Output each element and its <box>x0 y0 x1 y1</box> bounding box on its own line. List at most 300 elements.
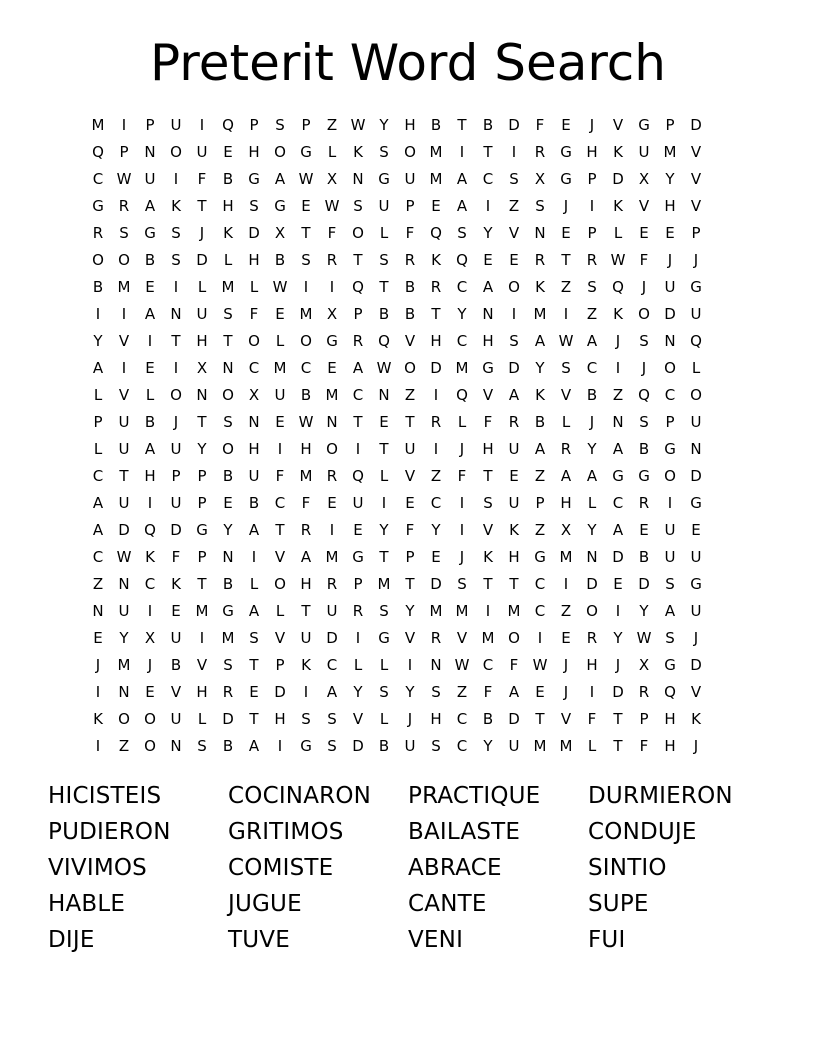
grid-letter: O <box>170 143 182 161</box>
grid-letter: T <box>197 197 207 215</box>
grid-letter: W <box>558 332 574 350</box>
grid-letter: E <box>431 197 441 215</box>
grid-letter: A <box>92 359 104 377</box>
grid-letter: D <box>638 575 650 593</box>
grid-letter: H <box>430 710 442 728</box>
grid-letter: M <box>221 629 235 647</box>
grid-letter: U <box>170 116 182 134</box>
grid-letter: H <box>144 467 156 485</box>
grid-letter: S <box>301 251 311 269</box>
grid-letter: L <box>613 224 623 242</box>
grid-letter: H <box>508 548 520 566</box>
grid-letter: E <box>405 494 415 512</box>
word-list-item: COCINARON <box>228 783 372 809</box>
grid-letter: E <box>275 413 285 431</box>
grid-letter: B <box>378 737 390 755</box>
grid-letter: T <box>613 710 623 728</box>
grid-letter: C <box>144 575 156 593</box>
grid-letter: H <box>222 197 234 215</box>
grid-letter: E <box>509 467 519 485</box>
grid-letter: S <box>327 710 337 728</box>
grid-letter: J <box>667 251 673 269</box>
grid-letter: B <box>274 251 286 269</box>
grid-letter: K <box>171 197 181 215</box>
grid-letter: S <box>275 116 285 134</box>
grid-letter: N <box>248 413 260 431</box>
grid-letter: N <box>534 224 546 242</box>
grid-letter: D <box>274 683 286 701</box>
grid-letter: R <box>534 251 546 269</box>
grid-letter: T <box>379 548 389 566</box>
grid-letter: C <box>456 278 468 296</box>
grid-letter: C <box>534 575 546 593</box>
grid-letter: L <box>275 602 285 620</box>
grid-letter: O <box>352 224 364 242</box>
grid-letter: A <box>144 440 156 458</box>
grid-letter: Q <box>456 386 468 404</box>
grid-letter: H <box>586 143 598 161</box>
grid-letter: E <box>639 224 649 242</box>
grid-letter: I <box>485 602 491 620</box>
grid-letter: T <box>535 710 545 728</box>
grid-letter: H <box>196 683 208 701</box>
grid-letter: K <box>301 656 311 674</box>
grid-letter: U <box>274 386 286 404</box>
grid-letter: X <box>326 305 338 323</box>
grid-letter: G <box>378 629 390 647</box>
grid-letter: Z <box>560 278 572 296</box>
grid-letter: R <box>222 683 234 701</box>
grid-letter: S <box>431 737 441 755</box>
grid-letter: I <box>329 521 335 539</box>
grid-letter: F <box>275 467 285 485</box>
grid-letter: H <box>274 710 286 728</box>
grid-letter: R <box>586 629 598 647</box>
grid-letter: F <box>301 494 311 512</box>
grid-letter: I <box>355 629 361 647</box>
grid-letter: A <box>664 602 676 620</box>
grid-letter: E <box>275 305 285 323</box>
grid-letter: L <box>691 359 701 377</box>
grid-letter: F <box>509 656 519 674</box>
grid-letter: I <box>355 440 361 458</box>
grid-letter: N <box>196 386 208 404</box>
grid-letter: K <box>509 521 519 539</box>
grid-letter: A <box>586 332 598 350</box>
grid-letter: G <box>690 575 702 593</box>
grid-letter: J <box>563 683 569 701</box>
grid-letter: N <box>118 575 130 593</box>
grid-letter: G <box>222 602 234 620</box>
word-list-item: GRITIMOS <box>228 819 344 845</box>
grid-letter: M <box>533 737 547 755</box>
grid-letter: B <box>638 548 650 566</box>
grid-letter: T <box>119 467 129 485</box>
letter-grid <box>85 112 735 760</box>
grid-letter: G <box>378 170 390 188</box>
grid-letter: Z <box>404 386 416 404</box>
grid-letter: O <box>664 359 676 377</box>
grid-letter: B <box>638 440 650 458</box>
grid-letter: H <box>664 710 676 728</box>
grid-letter: Y <box>431 521 441 539</box>
grid-letter: I <box>173 170 179 188</box>
grid-letter: T <box>197 413 207 431</box>
grid-letter: S <box>223 413 233 431</box>
grid-letter: D <box>170 521 182 539</box>
grid-letter: A <box>482 278 494 296</box>
grid-letter: G <box>274 197 286 215</box>
word-list <box>48 778 778 958</box>
word-list-item: COMISTE <box>228 855 334 881</box>
grid-letter: N <box>118 683 130 701</box>
grid-letter: T <box>353 413 363 431</box>
grid-letter: O <box>274 575 286 593</box>
grid-letter: B <box>300 386 312 404</box>
grid-letter: F <box>483 683 493 701</box>
grid-letter: M <box>377 575 391 593</box>
grid-letter: L <box>327 143 337 161</box>
grid-letter: R <box>118 197 130 215</box>
grid-letter: I <box>303 683 309 701</box>
word-list-item: CANTE <box>408 891 487 917</box>
grid-letter: I <box>537 629 543 647</box>
grid-letter: I <box>407 656 413 674</box>
grid-letter: T <box>353 251 363 269</box>
grid-letter: S <box>301 710 311 728</box>
grid-letter: B <box>222 737 234 755</box>
grid-letter: T <box>431 305 441 323</box>
grid-letter: P <box>405 197 415 215</box>
grid-letter: E <box>93 629 103 647</box>
grid-letter: F <box>249 305 259 323</box>
grid-letter: B <box>222 467 234 485</box>
grid-letter: U <box>118 602 130 620</box>
grid-letter: X <box>248 386 260 404</box>
grid-letter: R <box>560 440 572 458</box>
grid-letter: C <box>92 467 104 485</box>
grid-letter: D <box>508 359 520 377</box>
grid-letter: U <box>144 170 156 188</box>
grid-letter: E <box>483 251 493 269</box>
grid-letter: W <box>298 413 314 431</box>
grid-letter: T <box>171 332 181 350</box>
grid-letter: E <box>535 683 545 701</box>
grid-letter: G <box>482 359 494 377</box>
grid-letter: M <box>325 548 339 566</box>
grid-letter: M <box>429 143 443 161</box>
grid-letter: S <box>171 224 181 242</box>
grid-letter: E <box>171 602 181 620</box>
grid-letter: A <box>508 683 520 701</box>
grid-letter: U <box>170 710 182 728</box>
grid-letter: V <box>560 710 572 728</box>
grid-letter: V <box>274 629 286 647</box>
grid-letter: M <box>117 656 131 674</box>
grid-letter: C <box>248 359 260 377</box>
word-list-item: HICISTEIS <box>48 783 162 809</box>
grid-letter: V <box>690 170 702 188</box>
grid-letter: I <box>589 197 595 215</box>
grid-letter: P <box>93 413 103 431</box>
grid-letter: J <box>693 629 699 647</box>
grid-letter: R <box>404 251 416 269</box>
grid-letter: A <box>456 197 468 215</box>
grid-letter: H <box>430 332 442 350</box>
grid-letter: C <box>534 602 546 620</box>
word-list-item: SINTIO <box>588 855 667 881</box>
grid-letter: V <box>560 386 572 404</box>
grid-letter: A <box>352 359 364 377</box>
grid-letter: U <box>404 737 416 755</box>
grid-letter: P <box>639 710 649 728</box>
grid-letter: R <box>352 332 364 350</box>
grid-letter: T <box>379 278 389 296</box>
grid-letter: C <box>664 386 676 404</box>
grid-letter: R <box>638 683 650 701</box>
grid-letter: K <box>431 251 441 269</box>
grid-row <box>85 112 735 139</box>
grid-letter: V <box>274 548 286 566</box>
grid-letter: D <box>612 548 624 566</box>
grid-letter: I <box>199 629 205 647</box>
grid-letter: W <box>454 656 470 674</box>
grid-row <box>85 571 735 598</box>
grid-row <box>85 625 735 652</box>
grid-letter: Z <box>586 305 598 323</box>
grid-letter: U <box>638 143 650 161</box>
grid-letter: L <box>223 251 233 269</box>
grid-letter: A <box>248 521 260 539</box>
grid-letter: Y <box>197 440 207 458</box>
grid-letter: L <box>379 656 389 674</box>
grid-letter: G <box>560 143 572 161</box>
grid-letter: I <box>329 278 335 296</box>
grid-letter: S <box>665 575 675 593</box>
grid-letter: X <box>638 170 650 188</box>
grid-letter: S <box>379 143 389 161</box>
grid-letter: I <box>95 737 101 755</box>
grid-letter: L <box>145 386 155 404</box>
grid-letter: J <box>563 197 569 215</box>
grid-letter: H <box>482 440 494 458</box>
grid-letter: E <box>509 251 519 269</box>
grid-letter: C <box>456 737 468 755</box>
grid-letter: O <box>144 737 156 755</box>
grid-letter: V <box>404 467 416 485</box>
grid-letter: S <box>379 683 389 701</box>
grid-letter: C <box>326 656 338 674</box>
grid-letter: J <box>693 737 699 755</box>
grid-letter: O <box>274 143 286 161</box>
grid-letter: I <box>277 440 283 458</box>
grid-letter: Q <box>144 521 156 539</box>
grid-letter: Y <box>93 332 103 350</box>
grid-letter: R <box>92 224 104 242</box>
grid-letter: L <box>379 467 389 485</box>
grid-letter: U <box>196 143 208 161</box>
grid-letter: Y <box>665 170 675 188</box>
grid-letter: E <box>431 548 441 566</box>
grid-letter: Q <box>664 683 676 701</box>
grid-letter: D <box>664 305 676 323</box>
grid-letter: U <box>690 548 702 566</box>
grid-letter: O <box>118 710 130 728</box>
grid-letter: E <box>223 494 233 512</box>
grid-letter: P <box>249 116 259 134</box>
grid-row <box>85 382 735 409</box>
grid-letter: Y <box>353 683 363 701</box>
grid-letter: Q <box>378 332 390 350</box>
grid-letter: E <box>613 575 623 593</box>
grid-letter: G <box>326 332 338 350</box>
grid-letter: U <box>352 494 364 512</box>
grid-letter: U <box>326 602 338 620</box>
grid-letter: N <box>586 548 598 566</box>
grid-row <box>85 706 735 733</box>
grid-letter: N <box>612 413 624 431</box>
grid-letter: W <box>298 170 314 188</box>
grid-row <box>85 679 735 706</box>
grid-letter: Y <box>119 629 129 647</box>
grid-letter: I <box>251 548 257 566</box>
grid-letter: M <box>299 305 313 323</box>
grid-letter: Y <box>457 305 467 323</box>
grid-letter: J <box>615 332 621 350</box>
grid-letter: T <box>483 467 493 485</box>
grid-letter: K <box>145 548 155 566</box>
grid-letter: I <box>433 440 439 458</box>
grid-letter: O <box>508 278 520 296</box>
grid-letter: U <box>508 737 520 755</box>
grid-letter: K <box>93 710 103 728</box>
grid-letter: I <box>459 494 465 512</box>
grid-letter: U <box>664 548 676 566</box>
grid-letter: A <box>248 602 260 620</box>
grid-letter: L <box>587 737 597 755</box>
grid-letter: J <box>589 413 595 431</box>
grid-letter: Y <box>587 521 597 539</box>
grid-letter: T <box>561 251 571 269</box>
grid-letter: D <box>612 683 624 701</box>
grid-letter: G <box>300 737 312 755</box>
grid-letter: V <box>404 629 416 647</box>
grid-letter: O <box>170 386 182 404</box>
grid-letter: C <box>300 359 312 377</box>
grid-letter: H <box>300 575 312 593</box>
page-title: Preterit Word Search <box>150 34 666 92</box>
grid-letter: N <box>664 332 676 350</box>
grid-letter: U <box>118 440 130 458</box>
grid-letter: B <box>586 386 598 404</box>
grid-letter: E <box>301 197 311 215</box>
grid-row <box>85 652 735 679</box>
grid-letter: A <box>456 170 468 188</box>
word-list-item: VIVIMOS <box>48 855 147 881</box>
grid-letter: N <box>378 386 390 404</box>
grid-letter: O <box>326 440 338 458</box>
grid-letter: O <box>586 602 598 620</box>
grid-letter: C <box>586 359 598 377</box>
grid-letter: S <box>379 602 389 620</box>
grid-letter: U <box>404 440 416 458</box>
grid-letter: H <box>248 440 260 458</box>
grid-letter: R <box>638 494 650 512</box>
grid-letter: E <box>327 494 337 512</box>
grid-letter: A <box>92 494 104 512</box>
grid-letter: I <box>199 116 205 134</box>
grid-letter: D <box>690 656 702 674</box>
word-list-item: DURMIERON <box>588 783 733 809</box>
grid-letter: L <box>249 575 259 593</box>
grid-letter: Y <box>483 224 493 242</box>
grid-letter: Y <box>223 521 233 539</box>
grid-letter: M <box>663 143 677 161</box>
grid-letter: K <box>613 305 623 323</box>
grid-row <box>85 301 735 328</box>
grid-letter: U <box>690 413 702 431</box>
grid-letter: G <box>690 278 702 296</box>
grid-letter: X <box>326 170 338 188</box>
word-list-item: CONDUJE <box>588 819 697 845</box>
grid-letter: S <box>457 224 467 242</box>
grid-letter: Y <box>405 602 415 620</box>
grid-letter: V <box>508 224 520 242</box>
grid-row <box>85 733 735 760</box>
grid-letter: E <box>145 278 155 296</box>
grid-letter: T <box>405 575 415 593</box>
grid-letter: U <box>170 494 182 512</box>
grid-letter: L <box>93 440 103 458</box>
grid-letter: R <box>586 251 598 269</box>
grid-letter: K <box>613 143 623 161</box>
grid-letter: X <box>638 656 650 674</box>
grid-letter: A <box>560 467 572 485</box>
grid-letter: E <box>145 683 155 701</box>
grid-letter: B <box>222 170 234 188</box>
grid-letter: N <box>482 305 494 323</box>
grid-letter: A <box>586 467 598 485</box>
grid-letter: Q <box>352 278 364 296</box>
grid-letter: S <box>119 224 129 242</box>
grid-letter: Y <box>483 737 493 755</box>
grid-letter: U <box>170 440 182 458</box>
grid-letter: Q <box>430 224 442 242</box>
grid-letter: S <box>483 494 493 512</box>
grid-letter: G <box>144 224 156 242</box>
grid-letter: B <box>144 413 156 431</box>
grid-letter: Y <box>613 629 623 647</box>
grid-row <box>85 355 735 382</box>
grid-letter: F <box>639 251 649 269</box>
grid-letter: G <box>560 170 572 188</box>
grid-letter: M <box>507 602 521 620</box>
grid-letter: A <box>534 440 546 458</box>
grid-letter: D <box>118 521 130 539</box>
grid-letter: B <box>430 116 442 134</box>
grid-letter: S <box>509 332 519 350</box>
grid-letter: O <box>92 251 104 269</box>
grid-letter: F <box>457 467 467 485</box>
grid-letter: D <box>690 467 702 485</box>
grid-letter: N <box>430 656 442 674</box>
grid-letter: Y <box>405 683 415 701</box>
grid-letter: P <box>691 224 701 242</box>
word-list-item: JUGUE <box>228 891 302 917</box>
grid-letter: W <box>350 116 366 134</box>
grid-letter: W <box>324 197 340 215</box>
grid-letter: Q <box>222 116 234 134</box>
